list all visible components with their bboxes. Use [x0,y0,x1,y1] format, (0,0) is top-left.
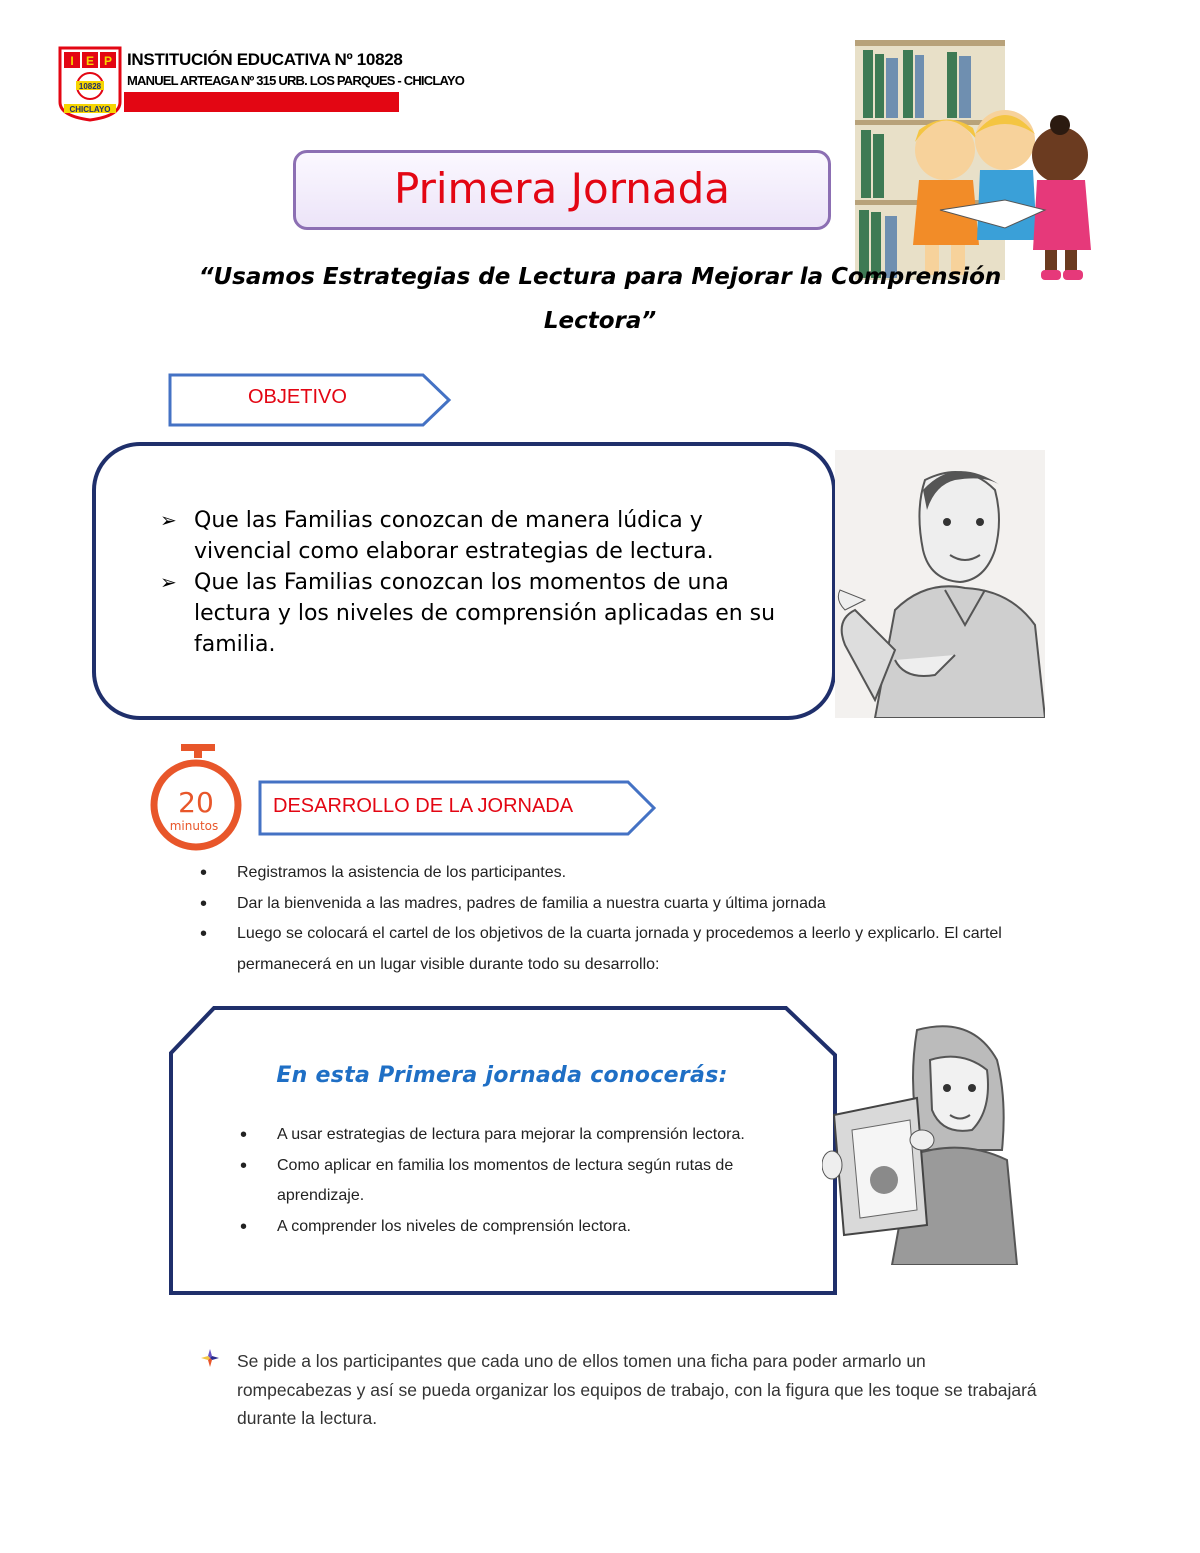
svg-text:P: P [103,54,113,68]
desarrollo-label: DESARROLLO DE LA JORNADA [273,795,574,817]
objetivo-item: ➢ Que las Familias conozcan los momentos de una lectura y los niveles de comprensión aplicadas en su familia. [160,567,800,660]
svg-text:CHICLAYO: CHICLAYO [69,105,111,114]
svg-text:minutos: minutos [169,819,219,833]
desarrollo-list [200,858,1020,980]
list-item: • Luego se colocará el cartel de los objetivos de la cuarta jornada y procedemos a leerlo y explicarlo. El cartel permanecerá en un lugar visible durante todo su desarrollo: [200,919,1020,980]
final-note: Se pide a los participantes que cada uno de ellos tomen una ficha para poder armarlo un rompecabezas y así se pueda organizar los equipos de trabajo, con la figura que les toque se trabajará durante la lectura. [237,1351,1037,1428]
list-item: • Registramos la asistencia de los participantes. [200,858,1020,889]
compass-bullet-icon [200,1348,220,1368]
institution-name: INSTITUCIÓN EDUCATIVA Nº 10828 [127,50,403,69]
conoceras-title: En esta Primera jornada conocerás: [276,1063,728,1088]
svg-text:I: I [70,54,74,68]
list-item: • A comprender los niveles de comprensión lectora. [240,1212,800,1243]
man-pointing-illustration [835,450,1045,718]
arrow-bullet-icon: ➢ [160,508,177,532]
list-item: • Dar la bienvenida a las madres, padres de familia a nuestra cuarta y última jornada [200,889,1020,920]
arrow-bullet-icon: ➢ [160,570,177,594]
objetivo-label: OBJETIVO [248,386,347,408]
svg-text:10828: 10828 [78,82,102,91]
list-item: • A usar estrategias de lectura para mejorar la comprensión lectora. [240,1120,800,1151]
girl-reading-illustration [822,1020,1027,1265]
conoceras-list [240,1120,800,1242]
timer-20-minutes-icon [148,742,248,854]
subtitle-line-1: “Usamos Estrategias de Lectura para Mejorar la Comprensión [198,264,1002,290]
svg-text:20: 20 [178,786,214,819]
subtitle-line-2: Lectora” [543,308,657,334]
institution-address: MANUEL ARTEAGA Nº 315 URB. LOS PARQUES - CHICLAYO [127,73,465,88]
objetivo-list [160,505,800,660]
kids-reading-illustration [855,30,1105,286]
objetivo-item: ➢ Que las Familias conozcan de manera lúdica y vivencial como elaborar estrategias de lectura. [160,505,800,567]
school-logo [58,46,122,122]
header-red-bar [124,92,399,112]
subtitle [150,255,1050,343]
svg-text:E: E [85,54,95,68]
list-item: • Como aplicar en familia los momentos de lectura según rutas de aprendizaje. [240,1151,800,1212]
page-title: Primera Jornada [394,164,730,213]
